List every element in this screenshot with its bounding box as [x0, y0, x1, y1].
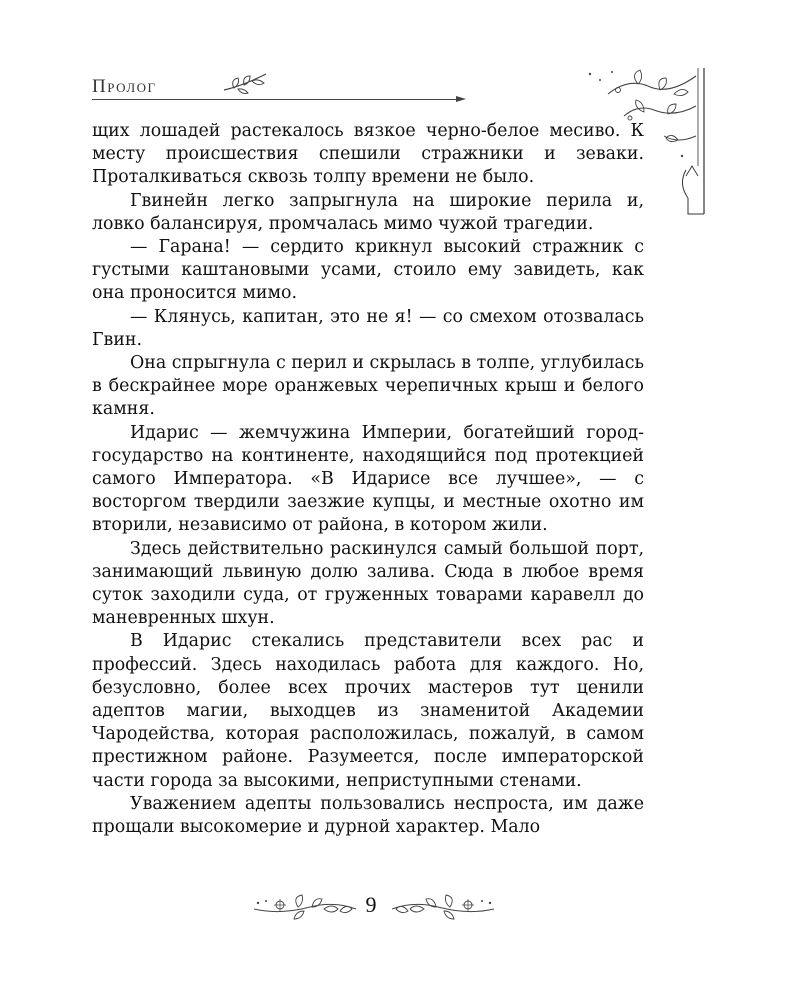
- footer-ornament-left-icon: [250, 893, 360, 923]
- paragraph: — Клянусь, капитан, это не я! — со смехом отозвалась Гвин.: [92, 306, 644, 350]
- section-title: Пролог: [92, 76, 157, 97]
- paragraph: Она спрыгнула с перил и скрылась в толпе, углубилась в бескрайнее море оранжевых черепичных крыш и белого камня.: [92, 353, 644, 420]
- leaf-sprig-icon: [222, 70, 270, 98]
- footer-ornament-right-icon: [388, 893, 498, 923]
- page-number: 9: [365, 892, 377, 917]
- paragraph: — Гарана! — сердито крикнул высокий стражник с густыми каштановыми усами, стоило ему завидеть, как она проносится мимо.: [92, 237, 644, 304]
- paragraph: Гвинейн легко запрыгнула на широкие перила и, ловко балансируя, промчалась мимо чужой трагедии.: [92, 190, 644, 234]
- paragraph: В Идарис стекались представители всех рас и профессий. Здесь находилась работа для каждого. Но, безусловно, более всех прочих мастеров тут ценили адептов магии, выходцев из знаменитой Академии Чародейства, которая расположилась, пожалуй, в самом престижном районе. Разумеется, после императорской части города за высокими, неприступными стенами.: [92, 631, 644, 791]
- header-rule: [92, 99, 462, 100]
- paragraph: щих лошадей растекалось вязкое черно-белое месиво. К месту происшествия спешили стражники и зеваки. Проталкиваться сквозь толпу времени не было.: [92, 121, 644, 188]
- paragraph: Уважением адепты пользовались неспроста, им даже прощали высокомерие и дурной характер. Мало: [92, 793, 644, 838]
- page-body-text: [92, 120, 644, 839]
- paragraph: Идарис — жемчужина Империи, богатейший город-государство на континенте, находящийся под протекцией самого Императора. «В Идарисе все лучшее», — с восторгом твердили заезжие купцы, и местные охотно им вторили, независимо от района, в котором жили.: [92, 422, 644, 536]
- header-rule-arrow: [456, 96, 466, 102]
- paragraph: Здесь действительно раскинулся самый большой порт, занимающий львиную долю залива. Сюда в любое время суток заходили суда, от груженных товарами каравелл до маневренных шхун.: [92, 538, 644, 629]
